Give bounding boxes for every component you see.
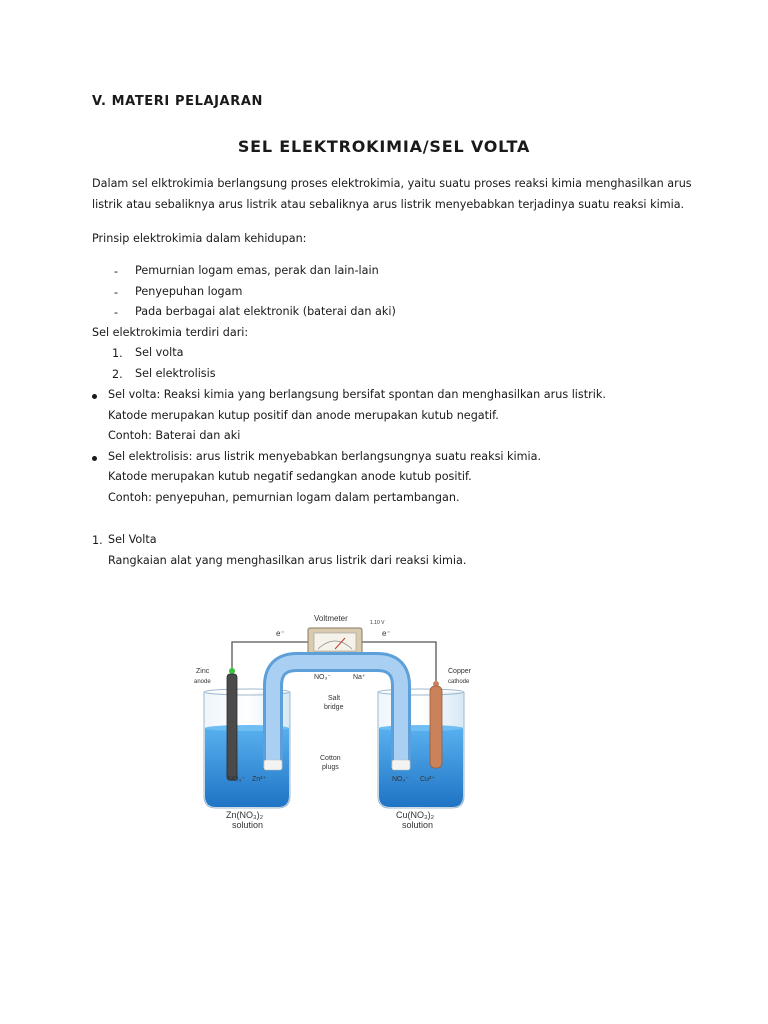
left-solution-label-sub: solution bbox=[232, 820, 264, 830]
list-number: 1. bbox=[112, 347, 123, 360]
dash-marker: - bbox=[114, 306, 119, 319]
intro-line-1: Dalam sel elktrokimia berlangsung proses elektrokimia, yaitu suatu proses reaksi kimia menghasilkan arus bbox=[92, 177, 692, 190]
composition-label: Sel elektrokimia terdiri dari: bbox=[92, 326, 249, 339]
right-beaker bbox=[378, 689, 464, 808]
left-ion-2: Zn²⁺ bbox=[252, 776, 267, 783]
anode-terminal bbox=[229, 668, 235, 674]
copper-label-sub: cathode bbox=[448, 679, 470, 685]
bullet-volta-line-1: Sel volta: Reaksi kimia yang berlangsung bersifat spontan dan menghasilkan arus listrik. bbox=[108, 388, 606, 401]
left-solution-label: Zn(NO₃)₂ bbox=[226, 810, 264, 820]
voltaic-cell-diagram bbox=[190, 600, 495, 840]
voltmeter-label: Voltmeter bbox=[314, 614, 348, 623]
bullet-volta-line-2: Katode merupakan kutup positif dan anode merupakan kutub negatif. bbox=[108, 409, 499, 422]
left-ion-1: NO₃⁻ bbox=[228, 776, 246, 783]
copper-label: Copper bbox=[448, 668, 471, 675]
right-ion-2: Cu²⁺ bbox=[420, 776, 435, 783]
dash-marker: - bbox=[114, 286, 119, 299]
type-item: Sel elektrolisis bbox=[135, 367, 216, 380]
salt-bridge-label-sub: bridge bbox=[324, 704, 344, 711]
bridge-ion-right: Na⁺ bbox=[353, 674, 366, 681]
bullet-elektrolisis-line-1: Sel elektrolisis: arus listrik menyebabkan berlangsungnya suatu reaksi kimia. bbox=[108, 450, 542, 463]
right-ion-1: NO₃⁻ bbox=[392, 776, 410, 783]
principle-item: Penyepuhan logam bbox=[135, 285, 243, 298]
copper-electrode bbox=[430, 686, 442, 768]
bullet-elektrolisis-line-2: Katode merupakan kutub negatif sedangkan anode kutub positif. bbox=[108, 470, 472, 483]
subsection-title: Sel Volta bbox=[108, 533, 157, 546]
right-solution-label-sub: solution bbox=[402, 820, 434, 830]
bridge-ion-left: NO₃⁻ bbox=[314, 674, 332, 681]
zinc-label: Zinc bbox=[196, 668, 210, 675]
bullet-volta-line-3: Contoh: Baterai dan aki bbox=[108, 429, 241, 442]
electron-label-left: e⁻ bbox=[276, 629, 285, 638]
salt-bridge-label: Salt bbox=[328, 695, 341, 702]
zinc-electrode bbox=[227, 674, 237, 780]
list-number: 2. bbox=[112, 368, 123, 381]
bullet-dot bbox=[92, 456, 97, 461]
cotton-plug-left bbox=[264, 760, 282, 770]
cotton-plugs-label: Cotton bbox=[320, 755, 341, 762]
cotton-plugs-label-sub: plugs bbox=[322, 764, 339, 771]
type-item: Sel volta bbox=[135, 346, 184, 359]
principle-item: Pemurnian logam emas, perak dan lain-lain bbox=[135, 264, 379, 277]
subsection-description: Rangkaian alat yang menghasilkan arus listrik dari reaksi kimia. bbox=[108, 554, 467, 567]
intro-line-2: listrik atau sebaliknya arus listrik atau sebaliknya arus listrik menyebabkan terjadinya suatu reaksi kimia. bbox=[92, 198, 685, 211]
page-title: SEL ELEKTROKIMIA/SEL VOLTA bbox=[237, 137, 531, 156]
cotton-plug-right bbox=[392, 760, 410, 770]
right-solution-label: Cu(NO₃)₂ bbox=[396, 810, 435, 820]
electron-label-right: e⁻ bbox=[382, 629, 391, 638]
bullet-dot bbox=[92, 394, 97, 399]
subsection-number: 1. bbox=[92, 534, 103, 547]
bullet-elektrolisis-line-3: Contoh: penyepuhan, pemurnian logam dalam pertambangan. bbox=[108, 491, 460, 504]
dash-marker: - bbox=[114, 265, 119, 278]
principle-label: Prinsip elektrokimia dalam kehidupan: bbox=[92, 232, 307, 245]
voltmeter-reading: 1.10 V bbox=[370, 620, 385, 626]
section-heading: V. MATERI PELAJARAN bbox=[92, 94, 263, 109]
zinc-label-sub: anode bbox=[194, 679, 211, 685]
principle-item: Pada berbagai alat elektronik (baterai dan aki) bbox=[135, 305, 396, 318]
